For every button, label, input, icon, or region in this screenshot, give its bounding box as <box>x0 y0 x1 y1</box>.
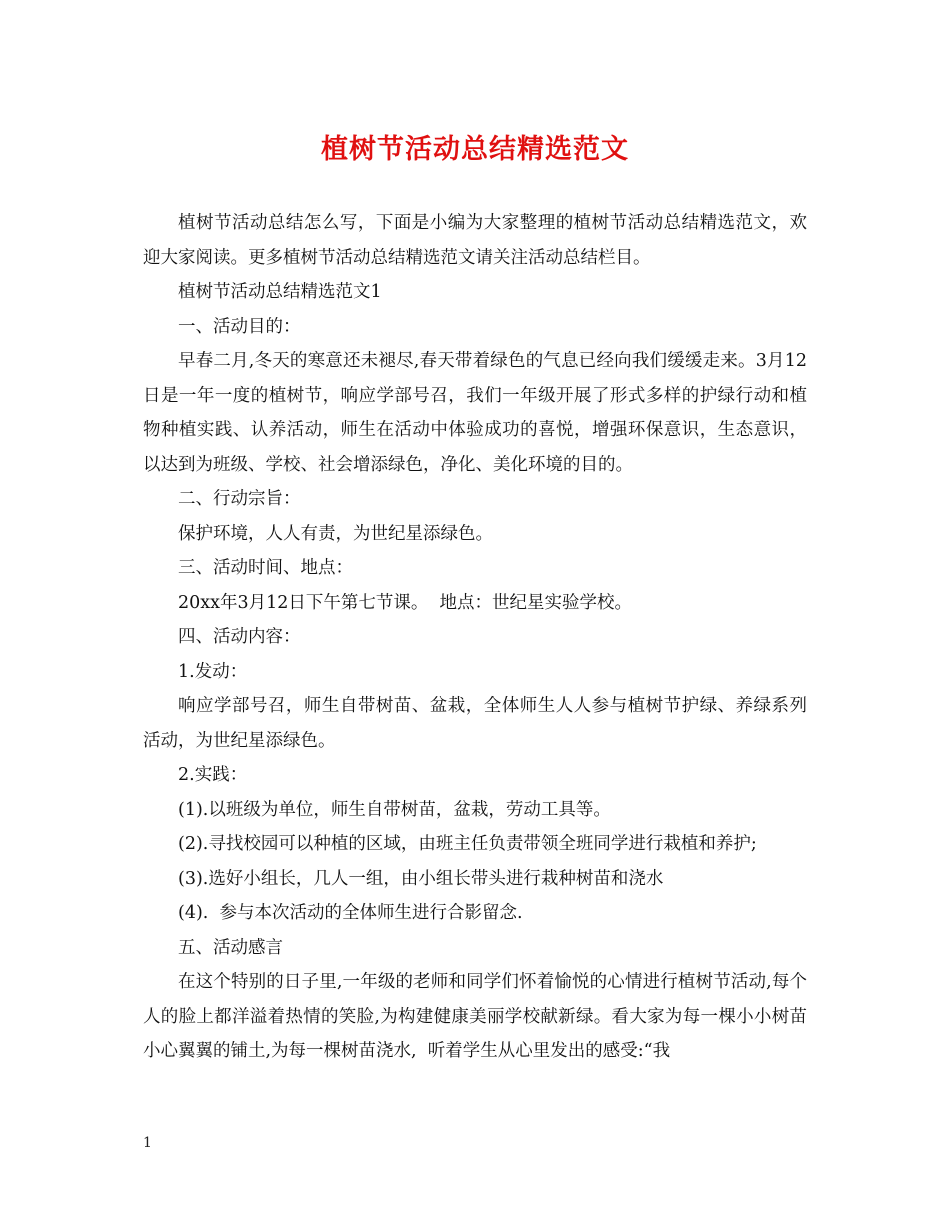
paragraph: 1.发动： <box>178 661 248 682</box>
paragraph: 20xx年3月12日下午第七节课。 地点：世纪星实验学校。 <box>178 592 633 613</box>
list-item: (3).选好小组长，几人一组，由小组长带头进行栽种树苗和浇水 <box>178 868 664 889</box>
list-item: (2).寻找校园可以种植的区域，由班主任负责带领全班同学进行栽植和养护; <box>178 834 757 854</box>
paragraph: 植树节活动总结精选范文1 <box>178 282 382 302</box>
section-heading: 二、行动宗旨： <box>178 489 301 509</box>
document-body <box>143 206 807 1069</box>
section-heading: 一、活动目的： <box>178 316 301 337</box>
paragraph: 早春二月,冬天的寒意还未褪尽,春天带着绿色的气息已经向我们缓缓走来。3月12日是一年一度的植树节，响应学部号召，我们一年级开展了形式多样的护绿行动和植物种植实践、认养活动，师生在活动中体验成功的喜悦，增强环保意识，生态意识，以达到为班级、学校、社会增添绿色，净化、美化环境的目的。 <box>143 351 807 475</box>
paragraph: 植树节活动总结怎么写，下面是小编为大家整理的植树节活动总结精选范文，欢迎大家阅读。更多植树节活动总结精选范文请关注活动总结栏目。 <box>143 213 807 268</box>
list-item: (1).以班级为单位，师生自带树苗，盆栽，劳动工具等。 <box>178 799 611 820</box>
paragraph: 在这个特别的日子里,一年级的老师和同学们怀着愉悦的心情进行植树节活动,每个人的脸上都洋溢着热情的笑脸,为构建健康美丽学校献新绿。看大家为每一棵小小树苗小心翼翼的铺土,为每一棵树苗浇水, 听着学生从心里发出的感受:“我 <box>143 972 807 1061</box>
paragraph: 保护环境，人人有责，为世纪星添绿色。 <box>178 523 493 544</box>
section-heading: 五、活动感言 <box>178 937 283 958</box>
paragraph: 响应学部号召，师生自带树苗、盆栽，全体师生人人参与植树节护绿、养绿系列活动，为世纪星添绿色。 <box>143 696 807 751</box>
section-heading: 三、活动时间、地点： <box>178 558 353 578</box>
paragraph: 2.实践： <box>178 765 248 785</box>
section-heading: 四、活动内容： <box>178 627 301 647</box>
document-title: 植树节活动总结精选范文 <box>321 134 629 165</box>
list-item: (4). 参与本次活动的全体师生进行合影留念. <box>178 903 523 923</box>
page-number: 1 <box>143 1135 152 1151</box>
